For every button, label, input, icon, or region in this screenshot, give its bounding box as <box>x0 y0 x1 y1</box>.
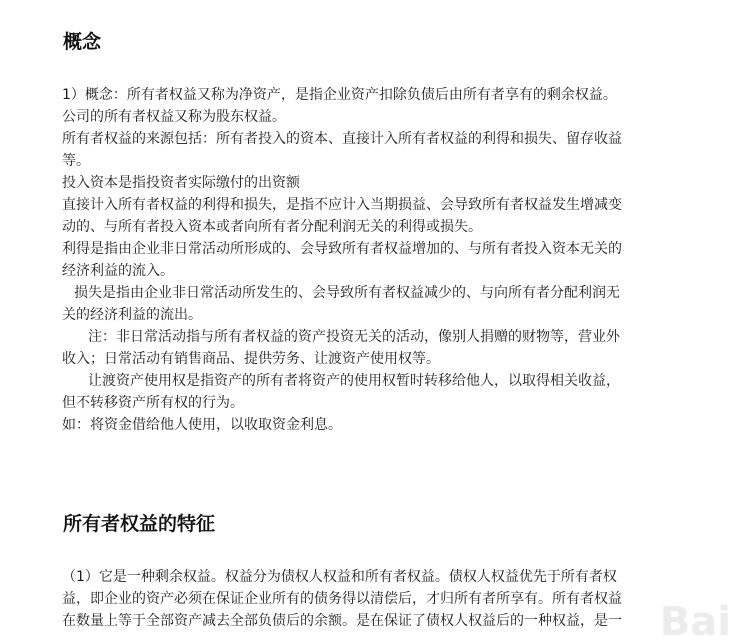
text-line: 利得是指由企业非日常活动所形成的、会导致所有者权益增加的、与所有者投入资本无关的 <box>62 241 622 257</box>
text-line: 动的、与所有者投入资本或者向所有者分配利润无关的利得或损失。 <box>62 219 482 235</box>
text-line: 收入；日常活动有销售商品、提供劳务、让渡资产使用权等。 <box>62 351 440 367</box>
text-line: 益，即企业的资产必须在保证企业所有的债务得以清偿后，才归所有者所享有。所有者权益 <box>62 591 622 607</box>
watermark: Bai <box>659 599 731 641</box>
text-line: 所有者权益的来源包括：所有者投入的资本、直接计入所有者权益的利得和损失、留存收益 <box>62 131 622 147</box>
text-line: 关的经济利益的流出。 <box>62 307 202 323</box>
text-line: 让渡资产使用权是指资产的所有者将资产的使用权暂时转移给他人，以取得相关收益， <box>88 373 620 389</box>
text-line: 但不转移资产所有权的行为。 <box>62 395 244 411</box>
text-line: 1）概念：所有者权益又称为净资产，是指企业资产扣除负债后由所有者享有的剩余权益。 <box>62 87 617 103</box>
text-line: 等。 <box>62 153 90 169</box>
text-line: 如：将资金借给他人使用，以收取资金利息。 <box>62 417 342 433</box>
section-title-features: 所有者权益的特征 <box>63 513 216 535</box>
text-line: 经济利益的流入。 <box>62 263 174 279</box>
text-line: 注：非日常活动指与所有者权益的资产投资无关的活动，像别人捐赠的财物等，营业外 <box>88 329 620 345</box>
text-line: 在数量上等于全部资产减去全部负债后的余额。是在保证了债权人权益后的一种权益，是一 <box>62 613 622 629</box>
text-line: 公司的所有者权益又称为股东权益。 <box>62 109 286 125</box>
section-title-concept: 概念 <box>63 31 102 53</box>
features-body <box>62 566 682 632</box>
text-line: 损失是指由企业非日常活动所发生的、会导致所有者权益减少的、与向所有者分配利润无 <box>74 285 620 301</box>
concept-body <box>62 84 682 436</box>
text-line: 投入资本是指投资者实际缴付的出资额 <box>62 175 300 191</box>
text-line: （1）它是一种剩余权益。权益分为债权人权益和所有者权益。债权人权益优先于所有者权 <box>62 569 617 585</box>
text-line: 直接计入所有者权益的利得和损失，是指不应计入当期损益、会导致所有者权益发生增减变 <box>62 197 622 213</box>
